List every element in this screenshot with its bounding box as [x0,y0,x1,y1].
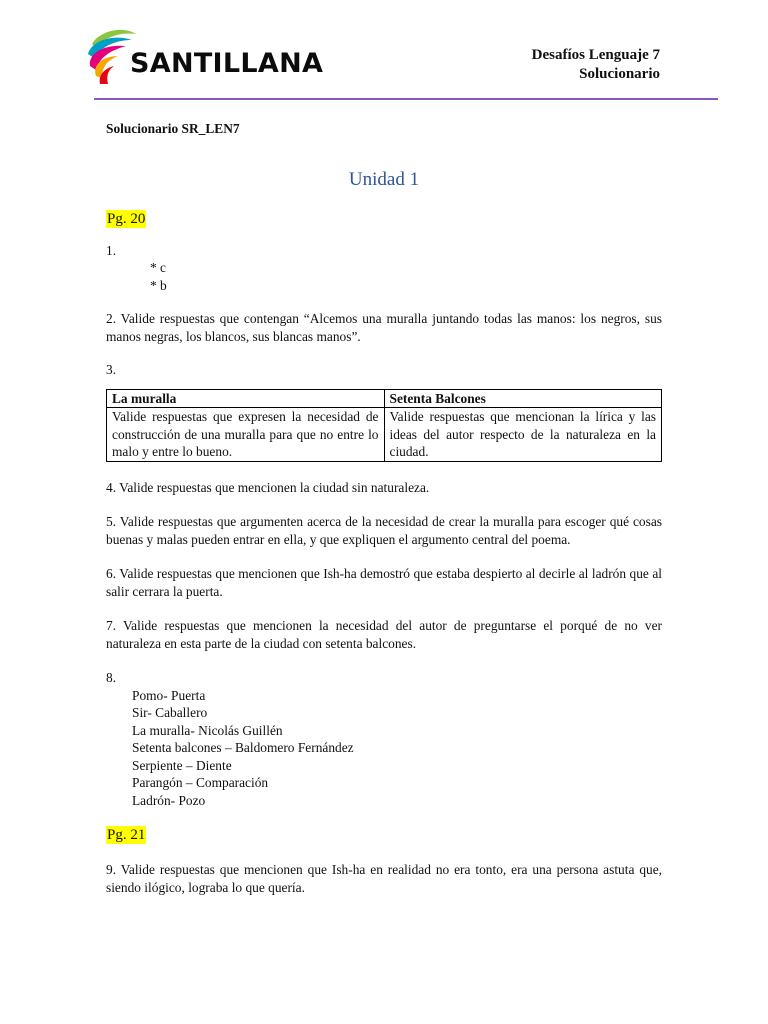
question-3-number: 3. [106,362,117,377]
list-item: Parangón – Comparación [132,775,269,790]
question-7: 7. Valide respuestas que mencionen la necesidad del autor de preguntarse el porqué de no ver naturaleza en esta parte de la ciudad con setenta balcones. [106,618,662,651]
logo-wordmark: SANTILLANA [130,48,324,79]
answers-table [106,389,662,462]
table-header-cell: Setenta Balcones [384,389,662,408]
table-cell: Valide respuestas que mencionan la lírica y las ideas del autor respecto de la naturaleza en la ciudad. [384,408,662,462]
table-cell: Valide respuestas que expresen la necesidad de construcción de una muralla para que no entre lo malo y entre lo bueno. [107,408,385,462]
list-item: * b [150,277,167,293]
book-subtitle: Solucionario [579,66,660,82]
page-heading-20: Pg. 20 [107,210,146,227]
book-title: Desafíos Lenguaje 7 [531,47,660,63]
question-1 [106,242,662,295]
question-9: 9. Valide respuestas que mencionen que Ish-ha en realidad no era tonto, era una persona astuta que, siendo ilógico, lograba lo que quería. [106,862,662,895]
list-item: Setenta balcones – Baldomero Fernández [132,740,354,755]
table-row [107,408,662,462]
unit-heading: Unidad 1 [348,168,420,190]
question-5: 5. Valide respuestas que argumenten acerca de la necesidad de crear la muralla para escoger qué cosas buenas y malas pueden entrar en ella, y que expliquen el argumento central del poema. [106,514,662,547]
document-title: Solucionario SR_LEN7 [106,121,240,136]
question-8-number: 8. [106,670,117,685]
list-item: Sir- Caballero [132,705,208,720]
table-header-row [107,389,662,408]
document-body [106,120,662,896]
question-8 [106,669,662,809]
question-3 [106,361,662,462]
table-header-cell: La muralla [107,389,385,408]
list-item: Pomo- Puerta [132,687,206,703]
list-item: Serpiente – Diente [132,757,232,773]
santillana-logo [86,26,324,86]
list-item: La muralla- Nicolás Guillén [132,722,283,738]
question-6: 6. Valide respuestas que mencionen que Ish-ha demostró que estaba despierto al decirle al ladrón que al salir cerrara la puerta. [106,566,662,599]
header-divider [94,98,718,100]
list-item: * c [150,260,166,275]
question-1-answers [106,259,662,294]
question-4: 4. Valide respuestas que mencionen la ciudad sin naturaleza. [106,479,430,495]
header-book-info [532,46,660,84]
question-8-pairs [106,687,662,810]
question-2: 2. Valide respuestas que contengan “Alcemos una muralla juntando todas las manos: los negros, sus manos negras, los blancos, sus blancas manos”. [106,311,662,344]
page-heading-21: Pg. 21 [107,827,146,843]
question-1-number: 1. [106,242,117,258]
list-item: Ladrón- Pozo [132,792,206,808]
